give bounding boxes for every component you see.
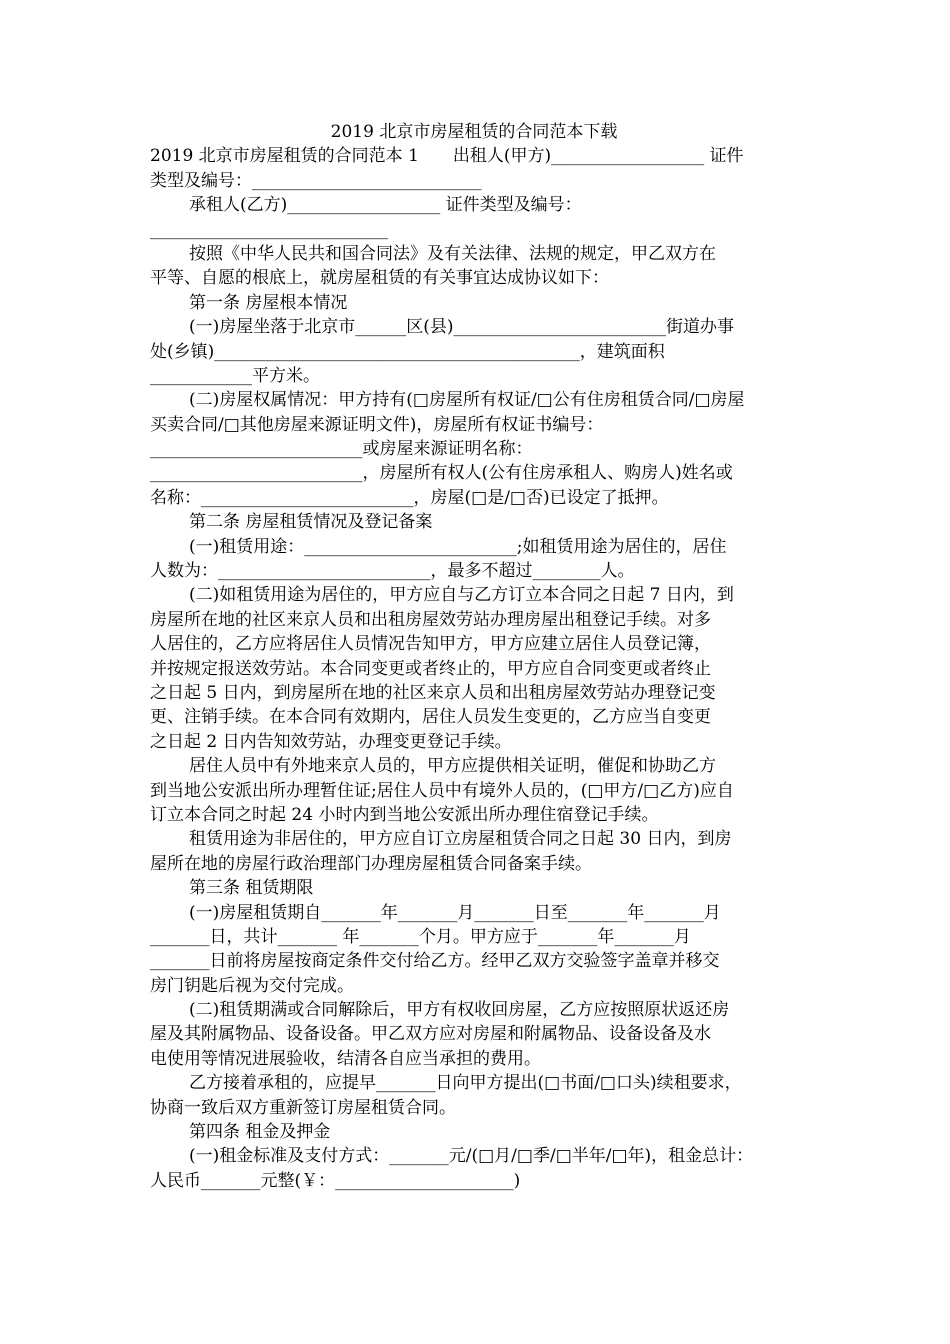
document-line: 人居住的，乙方应将居住人员情况告知甲方，甲方应建立居住人员登记簿， xyxy=(150,634,711,655)
document-line: 租赁用途为非居住的，甲方应自订立房屋租赁合同之日起 30 日内，到房 xyxy=(189,829,732,850)
document-lines xyxy=(150,144,798,1193)
document-line: 人民币_______元整(￥：_____________________) xyxy=(150,1170,521,1191)
document-line: 之日起 5 日内，到房屋所在地的社区来京人员和出租房屋效劳站办理登记变 xyxy=(150,682,716,703)
document-line: 第三条 租赁期限 xyxy=(189,878,314,899)
document-line: 第四条 租金及押金 xyxy=(189,1122,331,1143)
document-line: 2019 北京市房屋租赁的合同范本 1 出租人(甲方)__________________ 证件 xyxy=(150,146,744,167)
document-line: (二)如租赁用途为居住的，甲方应自与乙方订立本合同之日起 7 日内，到 xyxy=(189,585,734,606)
document-line: _________________________或房屋来源证明名称： xyxy=(150,439,533,460)
document-line: _______日前将房屋按商定条件交付给乙方。经甲乙双方交验签字盖章并移交 xyxy=(150,951,720,972)
document-line: 第一条 房屋根本情况 xyxy=(189,292,348,313)
document-line: 居住人员中有外地来京人员的，甲方应提供相关证明，催促和协助乙方 xyxy=(189,756,716,777)
document-line: 乙方接着承租的，应提早_______日向甲方提出(□书面/□口头)续租要求， xyxy=(189,1073,742,1094)
document-line: 并按规定报送效劳站。本合同变更或者终止的，甲方应自合同变更或者终止 xyxy=(150,658,711,679)
document-line: 处(乡镇)___________________________________________，建筑面积 xyxy=(150,341,665,362)
document-line: (一)房屋坐落于北京市______区(县)_________________________街道办事 xyxy=(189,317,735,338)
document-title: 2019 北京市房屋租赁的合同范本下载 xyxy=(330,122,618,142)
document-line: ____________平方米。 xyxy=(150,365,320,386)
document-line: 买卖合同/□其他房屋来源证明文件)，房屋所有权证书编号： xyxy=(150,414,604,435)
document-line: _________________________，房屋所有权人(公有住房承租人、购房人)姓名或 xyxy=(150,463,733,484)
document-line: 承租人(乙方)__________________ 证件类型及编号： xyxy=(189,195,582,216)
document-line: 协商一致后双方重新签订房屋租赁合同。 xyxy=(150,1097,456,1118)
document-line: 人数为：_________________________，最多不超过________人。 xyxy=(150,561,635,582)
document-line: (一)租赁用途：_________________________;如租赁用途为居住的，居住 xyxy=(189,536,727,557)
document-line: 更、注销手续。在本合同有效期内，居住人员发生变更的，乙方应当自变更 xyxy=(150,707,711,728)
document-line: 名称：_________________________，房屋(□是/□否)已设定了抵押。 xyxy=(150,487,669,508)
document-line: ____________________________ xyxy=(150,219,388,240)
document-line: 之日起 2 日内告知效劳站，办理变更登记手续。 xyxy=(150,731,512,752)
document-body xyxy=(150,120,798,1193)
document-line: 第二条 房屋租赁情况及登记备案 xyxy=(189,512,433,533)
document-line: (一)房屋租赁期自_______年_______月_______日至_______年_______月 xyxy=(189,902,721,923)
document-line: 房屋所在地的社区来京人员和出租房屋效劳站办理房屋出租登记手续。对多 xyxy=(150,609,711,630)
document-line: 平等、自愿的根底上，就房屋租赁的有关事宜达成协议如下： xyxy=(150,268,609,289)
document-line: 电使用等情况进展验收，结清各自应当承担的费用。 xyxy=(150,1048,541,1069)
document-line: _______日，共计_______ 年_______个月。甲方应于_______年_______月 xyxy=(150,926,691,947)
document-line: 房门钥匙后视为交付完成。 xyxy=(150,975,354,996)
document-line: 屋所在地的房屋行政治理部门办理房屋租赁合同备案手续。 xyxy=(150,853,592,874)
document-line: 订立本合同之时起 24 小时内到当地公安派出所办理住宿登记手续。 xyxy=(150,804,659,825)
document-line: 屋及其附属物品、设备设备。甲乙双方应对房屋和附属物品、设备设备及水 xyxy=(150,1024,711,1045)
document-line: (二)租赁期满或合同解除后，甲方有权收回房屋，乙方应按照原状返还房 xyxy=(189,1000,730,1021)
document-line: 类型及编号：___________________________ xyxy=(150,170,482,191)
document-line: 到当地公安派出所办理暂住证;居住人员中有境外人员的，(□甲方/□乙方)应自 xyxy=(150,780,734,801)
document-line: 按照《中华人民共和国合同法》及有关法律、法规的规定，甲乙双方在 xyxy=(189,243,716,264)
document-line: (二)房屋权属情况：甲方持有(□房屋所有权证/□公有住房租赁合同/□房屋 xyxy=(189,390,745,411)
document-line: (一)租金标准及支付方式：_______元/(□月/□季/□半年/□年)，租金总计： xyxy=(189,1146,754,1167)
